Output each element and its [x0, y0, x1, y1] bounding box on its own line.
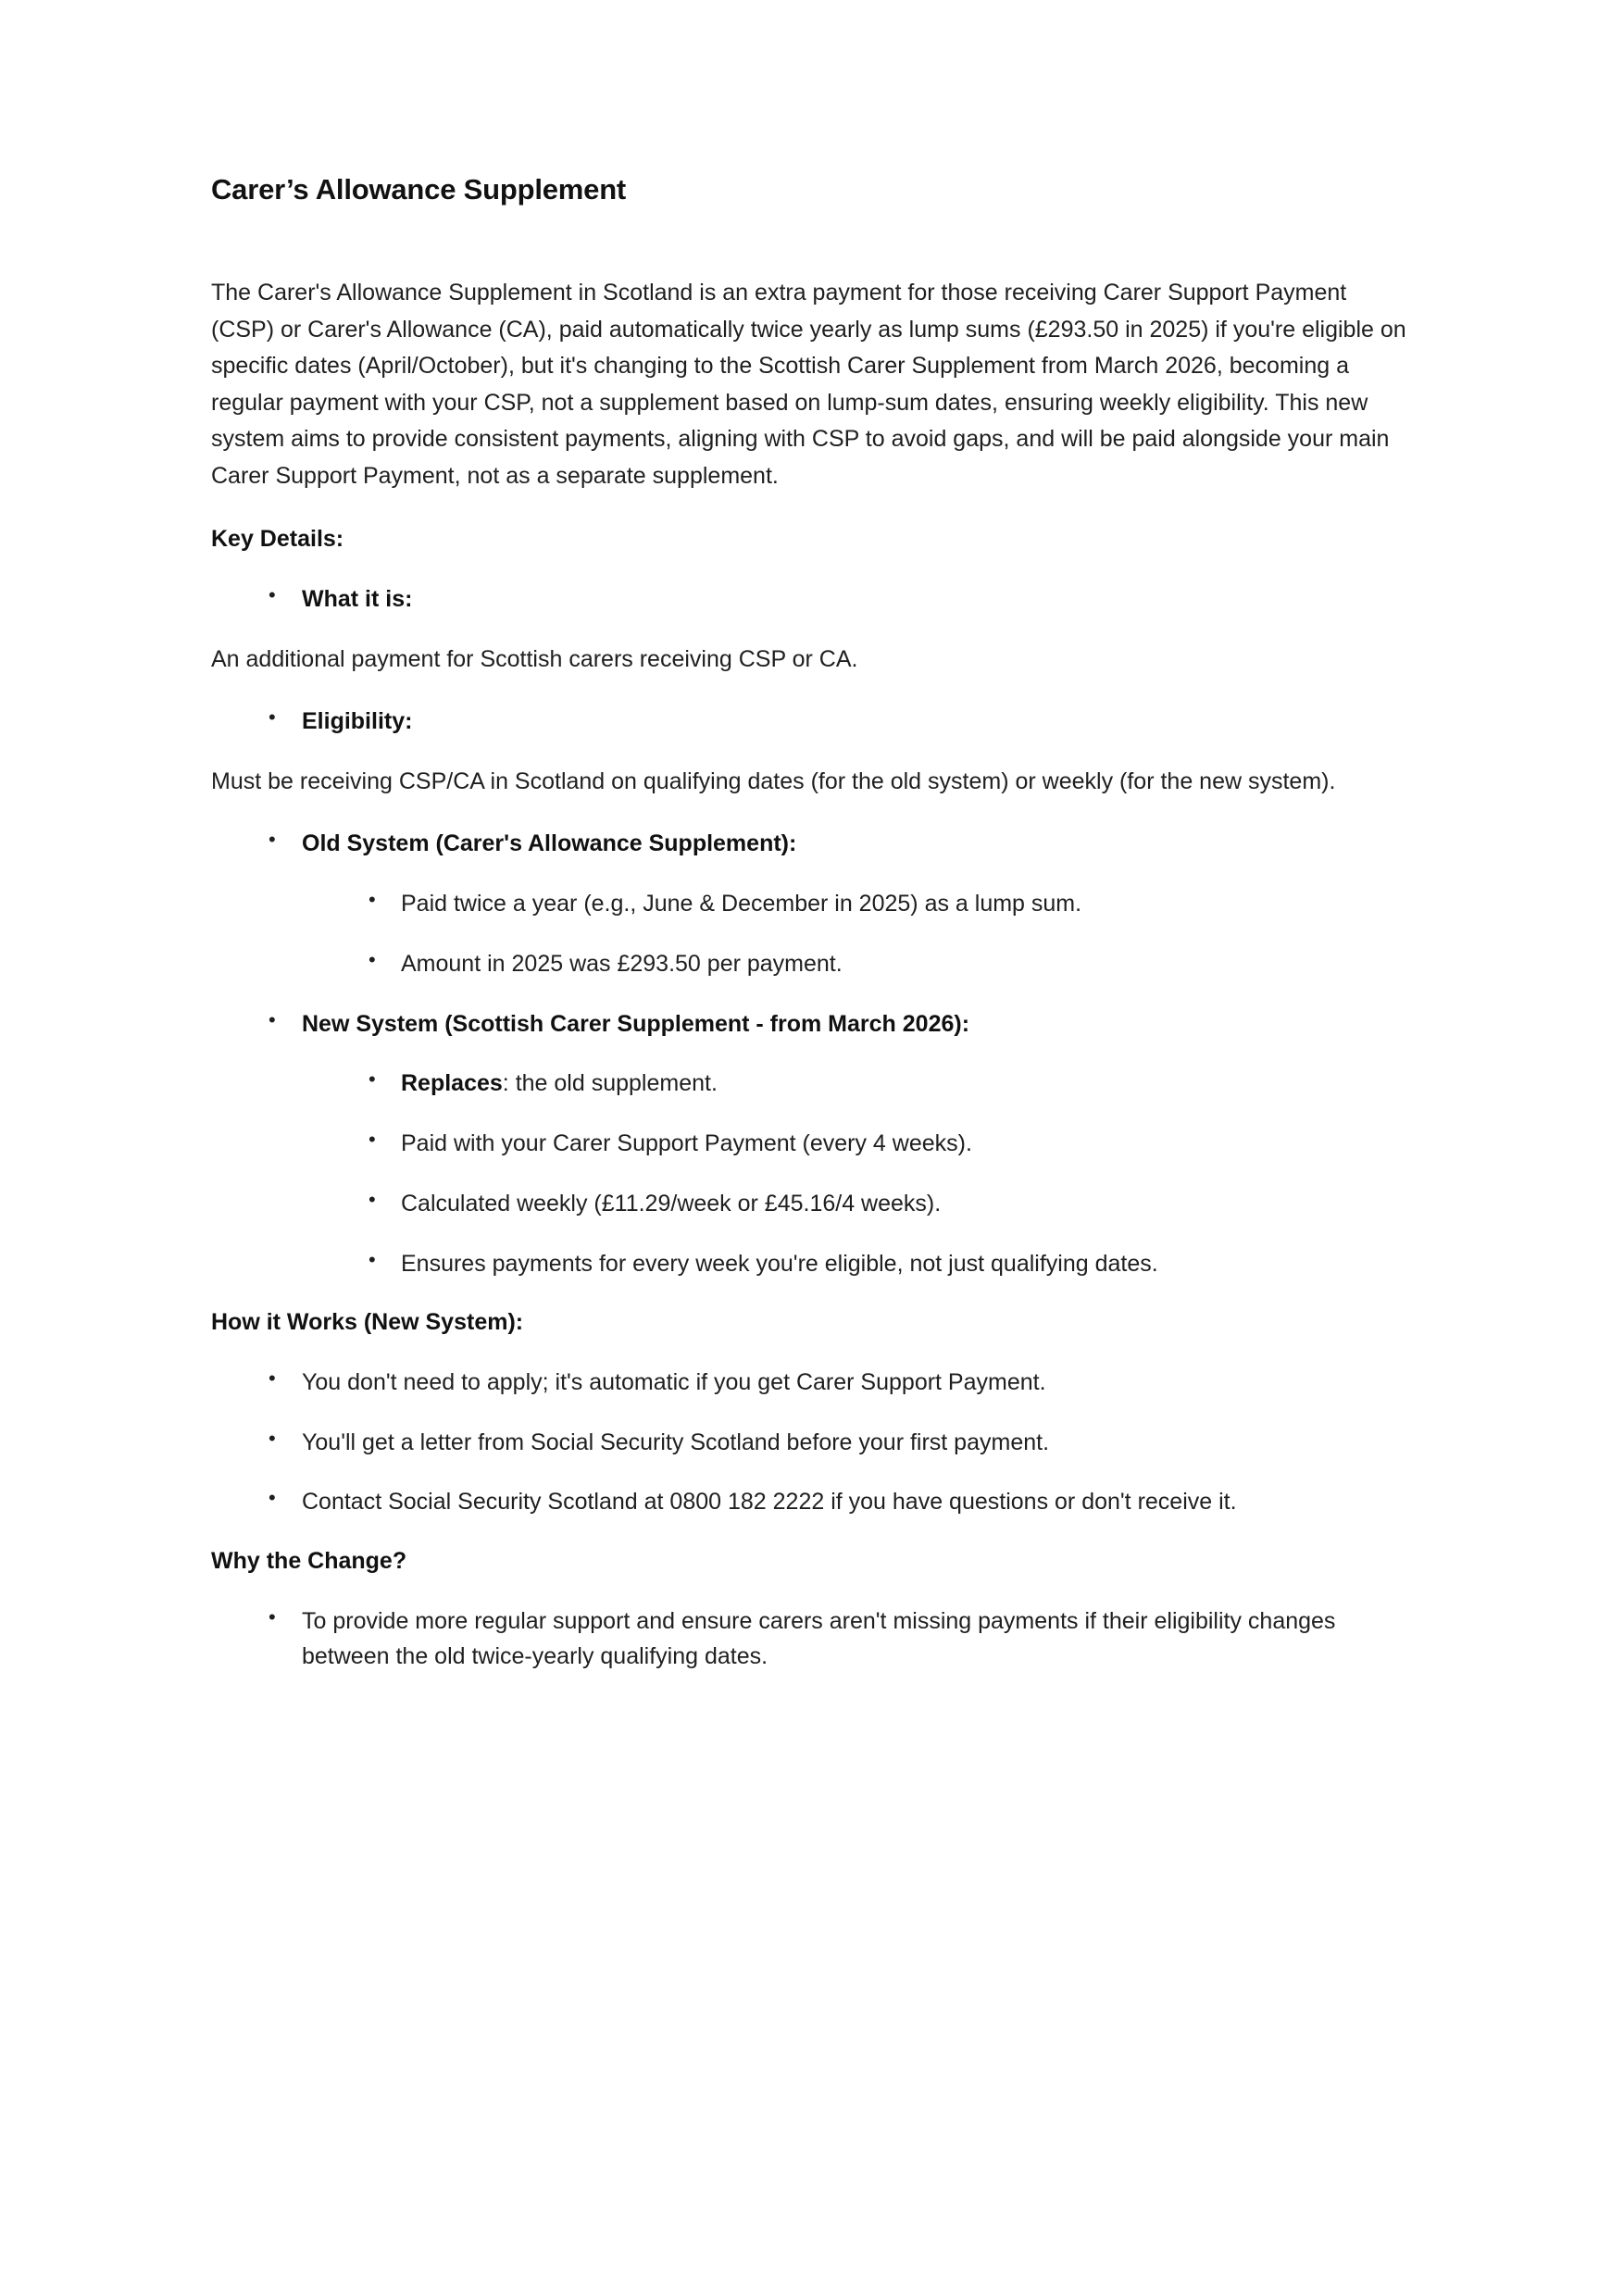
list-item: • You'll get a letter from Social Security Scotland before your first payment.: [211, 1425, 1411, 1461]
list-item: • To provide more regular support and ensure carers aren't missing payments if their eligibility changes between the old twice-yearly qualifying dates.: [211, 1603, 1411, 1676]
section-heading-how-it-works: How it Works (New System):: [211, 1309, 524, 1336]
list-item: [211, 1066, 1411, 1102]
list-item: • Contact Social Security Scotland at 0800 182 2222 if you have questions or don't receive it.: [211, 1484, 1411, 1520]
list-item: • Amount in 2025 was £293.50 per payment.: [211, 946, 1411, 982]
list-item: [211, 1006, 1411, 1042]
eligibility-label: Eligibility:: [302, 708, 413, 735]
list-item: • Paid with your Carer Support Payment (every 4 weeks).: [211, 1126, 1411, 1162]
list-item: • You don't need to apply; it's automatic if you get Carer Support Payment.: [211, 1365, 1411, 1401]
section-heading-key-details: Key Details:: [211, 526, 344, 553]
replaces-rest: : the old supplement.: [502, 1070, 718, 1097]
replaces-lead: Replaces: [401, 1070, 503, 1097]
list-item: • Paid twice a year (e.g., June & December in 2025) as a lump sum.: [211, 886, 1411, 922]
key-details-list-what-it-is: [211, 581, 1411, 618]
new-system-label: New System (Scottish Carer Supplement - from March 2026):: [302, 1010, 970, 1037]
how-it-works-list: [211, 1365, 1411, 1520]
section-heading-why-the-change: Why the Change?: [211, 1548, 407, 1575]
what-it-is-body: An additional payment for Scottish carers receiving CSP or CA.: [211, 645, 858, 672]
list-item: [211, 581, 1411, 618]
old-system-list: [211, 826, 1411, 862]
what-it-is-label: What it is:: [302, 585, 413, 612]
new-system-list: [211, 1006, 1411, 1042]
key-details-list-eligibility: [211, 704, 1411, 740]
why-the-change-list: [211, 1603, 1411, 1676]
list-item: • Calculated weekly (£11.29/week or £45.16/4 weeks).: [211, 1186, 1411, 1222]
old-system-label: Old System (Carer's Allowance Supplement):: [302, 830, 797, 857]
list-item: • Ensures payments for every week you're eligible, not just qualifying dates.: [211, 1246, 1411, 1282]
old-system-sublist: [211, 886, 1411, 982]
eligibility-body: Must be receiving CSP/CA in Scotland on qualifying dates (for the old system) or weekly (for the new system).: [211, 767, 1336, 794]
new-system-sublist: [211, 1066, 1411, 1281]
list-item: [211, 704, 1411, 740]
list-item: [211, 826, 1411, 862]
page-title: Carer’s Allowance Supplement: [211, 173, 627, 206]
intro-paragraph: The Carer's Allowance Supplement in Scotland is an extra payment for those receiving Carer Support Payment (CSP) or Carer's Allowance (CA), paid automatically twice yearly as lump sums (£293.50 in 2025) if you're eligible on specific dates (April/October), but it's changing to the Scottish Carer Supplement from March 2026, becoming a regular payment with your CSP, not a supplement based on lump-sum dates, ensuring weekly eligibility. This new system aims to provide consistent payments, aligning with CSP to avoid gaps, and will be paid alongside your main Carer Support Payment, not as a separate supplement.: [211, 280, 1406, 489]
